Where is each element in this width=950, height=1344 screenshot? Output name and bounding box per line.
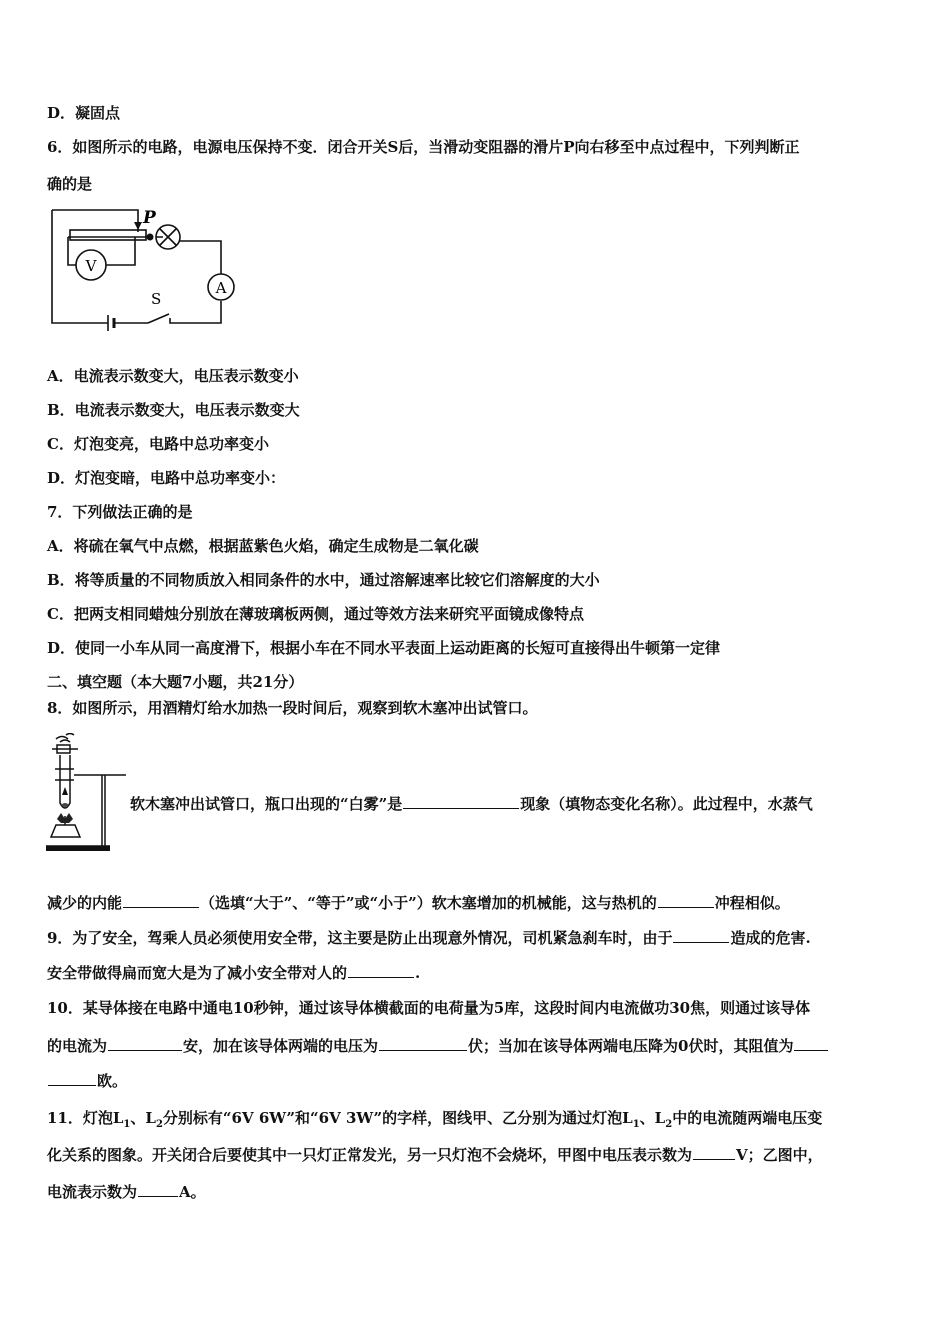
q11-line3-text-b: A。: [179, 1183, 206, 1201]
q11-blank-2[interactable]: [138, 1182, 178, 1197]
q8-line1-text-a: 软木塞冲出试管口，瓶口出现的“白雾”是: [130, 795, 403, 813]
q11-text-b: 、L: [130, 1109, 156, 1127]
q11-sub-1: 1: [123, 1119, 131, 1130]
q11-text-e: 中的电流随两端电压变: [672, 1109, 823, 1127]
q10-line3-text: 欧。: [97, 1072, 128, 1090]
q11-line2-text-b: V；乙图中，: [736, 1146, 823, 1164]
q11-text-d: 、L: [639, 1109, 666, 1127]
q11-text-a: 11．灯泡L: [47, 1109, 124, 1127]
q6-option-b: B．电流表示数变大，电压表示数变大: [47, 401, 300, 419]
q10-blank-3-end[interactable]: [48, 1071, 96, 1086]
switch-label: S: [151, 290, 162, 308]
q7-option-b: B．将等质量的不同物质放入相同条件的水中，通过溶解速率比较它们溶解度的大小: [47, 571, 600, 589]
q6-option-c: C．灯泡变亮，电路中总功率变小: [47, 435, 269, 453]
q7-option-d: D．使同一小车从同一高度滑下，根据小车在不同水平表面上运动距离的长短可直接得出牛顿第一定律: [47, 639, 721, 657]
q10-line3: [47, 1071, 127, 1091]
q11-line2-text-a: 化关系的图象。开关闭合后要使其中一只灯正常发光，另一只灯泡不会烧坏，甲图中电压表示数为: [47, 1146, 693, 1164]
q8-stem: 8．如图所示，用酒精灯给水加热一段时间后，观察到软木塞冲出试管口。: [47, 699, 538, 717]
q10-blank-3-start[interactable]: [794, 1036, 828, 1051]
q7-stem: 7．下列做法正确的是: [47, 503, 193, 521]
q7-option-c: C．把两支相同蜡烛分别放在薄玻璃板两侧，通过等效方法来研究平面镜成像特点: [47, 605, 584, 623]
q8-apparatus-diagram: [44, 733, 130, 855]
q6-stem-line2: 确的是: [47, 175, 93, 193]
q9-line1-text-a: 9．为了安全，驾乘人员必须使用安全带，这主要是防止出现意外情况，司机紧急刹车时，由于: [47, 929, 673, 947]
q5-option-d: D．凝固点: [47, 104, 121, 122]
q10-line1: 10．某导体接在电路中通电10秒钟，通过该导体横截面的电荷量为5库，这段时间内电流做功30焦，则通过该导体: [47, 999, 811, 1017]
q7-option-a: A．将硫在氧气中点燃，根据蓝紫色火焰，确定生成物是二氧化碳: [47, 537, 479, 555]
q10-blank-2[interactable]: [379, 1036, 467, 1051]
q8-line1-text-b: 现象（填物态变化名称）。此过程中，水蒸气: [520, 795, 813, 813]
q10-blank-1[interactable]: [108, 1036, 182, 1051]
q11-line2: [47, 1145, 823, 1165]
q10-line2: [47, 1036, 829, 1056]
q6-stem-line1: 6．如图所示的电路，电源电压保持不变．闭合开关S后，当滑动变阻器的滑片P向右移至中点过程中，下列判断正: [47, 138, 800, 156]
q6-option-a: A．电流表示数变大，电压表示数变小: [47, 367, 299, 385]
q11-text-c: 分别标有“6V 6W”和“6V 3W”的字样，图线甲、乙分别为通过灯泡L: [162, 1109, 633, 1127]
q8-line2-text-a: 减少的内能: [47, 894, 123, 912]
ammeter-label: A: [215, 279, 227, 297]
q9-line1-text-b: 造成的危害.: [730, 929, 811, 947]
q9-line1: [47, 928, 811, 948]
q11-line1: [47, 1108, 822, 1135]
section-2-heading: 二、填空题（本大题7小题，共21分）: [47, 673, 304, 691]
q10-line2-text-c: 伏；当加在该导体两端电压降为0伏时，其阻值为: [468, 1037, 794, 1055]
q11-sub-3: 1: [632, 1119, 640, 1130]
q9-blank-1[interactable]: [673, 928, 729, 943]
q6-option-d: D．灯泡变暗，电路中总功率变小：: [47, 469, 286, 487]
q6-circuit-diagram: [46, 204, 246, 334]
q11-sub-2: 2: [155, 1119, 163, 1130]
q8-line2: [47, 893, 790, 913]
q11-sub-4: 2: [665, 1119, 673, 1130]
q10-line2-text-a: 的电流为: [47, 1037, 108, 1055]
q8-blank-3[interactable]: [658, 893, 714, 908]
rheostat-slider-label: P: [143, 208, 156, 228]
q9-line2-text-b: .: [415, 964, 421, 982]
q8-line2-text-b: （选填“大于”、“等于”或“小于”）软木塞增加的机械能，这与热机的: [200, 894, 657, 912]
q8-blank-2[interactable]: [123, 893, 199, 908]
q9-line2-text-a: 安全带做得扁而宽大是为了减小安全带对人的: [47, 964, 348, 982]
q8-blank-1[interactable]: [403, 794, 519, 809]
voltmeter-label: V: [85, 257, 97, 275]
q9-blank-2[interactable]: [348, 963, 414, 978]
q11-blank-1[interactable]: [693, 1145, 735, 1160]
q8-line2-text-c: 冲程相似。: [714, 894, 790, 912]
q8-line1: [130, 794, 813, 814]
q11-line3: [47, 1182, 206, 1202]
q11-line3-text-a: 电流表示数为: [47, 1183, 138, 1201]
q10-line2-text-b: 安，加在该导体两端的电压为: [183, 1037, 379, 1055]
q9-line2: [47, 963, 420, 983]
